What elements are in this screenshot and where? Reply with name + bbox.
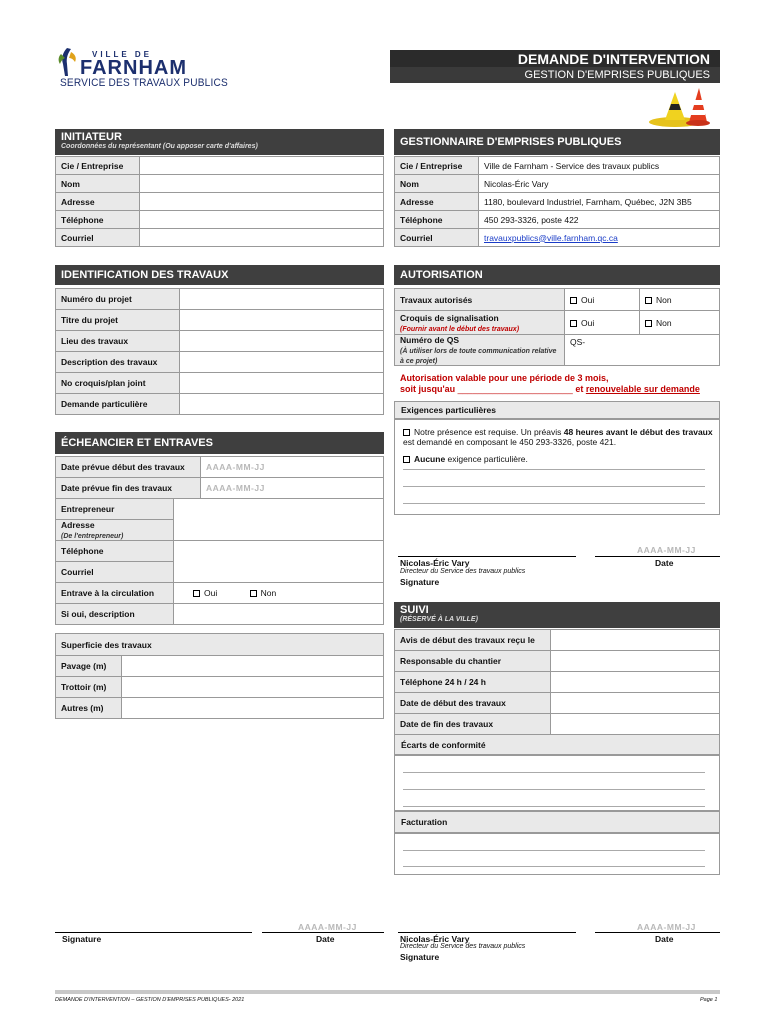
table-row [395, 693, 720, 714]
row-label: Adresse [395, 193, 479, 211]
table-row [56, 541, 384, 562]
logo-service-text: SERVICE DES TRAVAUX PUBLICS [60, 77, 228, 89]
suivi-subtitle: (RÉSERVÉ À LA VILLE) [400, 616, 478, 623]
presence-text-a: Notre présence est requise. Un préavis [414, 427, 562, 437]
row-label: Entrave à la circulation [56, 583, 174, 604]
checkbox-icon [250, 590, 257, 597]
facturation-box [394, 833, 720, 875]
aucune-text-b: exigence particulière. [447, 454, 528, 464]
row-label: Courriel [395, 229, 479, 247]
trottoir-field[interactable] [122, 677, 384, 698]
row-label: Titre du projet [56, 310, 180, 331]
ecarts-box [394, 755, 720, 811]
validity-line2b: et [575, 384, 584, 394]
ecarts-line[interactable] [403, 772, 705, 773]
row-label [395, 311, 565, 335]
row-label: Date de début des travaux [395, 693, 551, 714]
form-title: DEMANDE D'INTERVENTION [390, 50, 720, 69]
adresse-note: (De l'entrepreneur) [61, 533, 124, 540]
row-label [56, 520, 174, 541]
table-row [56, 229, 384, 247]
gestionnaire-date-field[interactable]: AAAA-MM-JJ [637, 922, 696, 932]
gestionnaire-title: GESTIONNAIRE D'EMPRISES PUBLIQUES [400, 136, 622, 148]
form-subtitle: GESTION D'EMPRISES PUBLIQUES [390, 67, 720, 83]
checkbox-icon [645, 297, 652, 304]
cie-field[interactable] [140, 157, 384, 175]
autorisation-date-field[interactable]: AAAA-MM-JJ [637, 545, 696, 555]
table-row [395, 672, 720, 693]
row-label: Autres (m) [56, 698, 122, 719]
ecarts-line[interactable] [403, 789, 705, 790]
initiateur-section-header [55, 129, 384, 155]
adresse-label: Adresse [61, 520, 95, 530]
table-row [56, 583, 384, 604]
entrepreneur-table [55, 498, 384, 625]
option-label: Oui [581, 317, 595, 328]
table-row [56, 394, 384, 415]
row-label: Téléphone [56, 211, 140, 229]
date-debut-field[interactable] [551, 693, 720, 714]
table-row [56, 373, 384, 394]
description-travaux-field[interactable] [180, 352, 384, 373]
gestionnaire-date-label: Date [655, 934, 674, 944]
table-row [395, 193, 720, 211]
row-label: Si oui, description [56, 604, 174, 625]
nom-field[interactable] [140, 175, 384, 193]
travaux-non-option[interactable] [639, 289, 719, 311]
courriel-field[interactable] [140, 229, 384, 247]
row-label: Date prévue début des travaux [56, 457, 201, 478]
autorisation-date-label: Date [655, 558, 674, 568]
identification-table [55, 288, 384, 415]
autres-field[interactable] [122, 698, 384, 719]
gestionnaire-section-header [394, 129, 720, 155]
entrepreneur-field[interactable] [174, 499, 384, 541]
adresse-field[interactable] [140, 193, 384, 211]
row-value: 1180, boulevard Industriel, Farnham, Québec, J2N 3B5 [479, 193, 720, 211]
date-placeholder: AAAA-MM-JJ [206, 483, 265, 493]
exigences-line[interactable] [403, 469, 705, 470]
row-label: Pavage (m) [56, 656, 122, 677]
initiateur-date-label: Date [316, 934, 335, 944]
table-row [395, 157, 720, 175]
autorisation-title: AUTORISATION [400, 269, 483, 281]
entrave-oui-option[interactable] [193, 588, 217, 598]
si-oui-description-field[interactable] [174, 604, 384, 625]
row-label: Nom [56, 175, 140, 193]
echeancier-section-header [55, 432, 384, 454]
echeancier-dates-table [55, 456, 384, 499]
row-label: Numéro du projet [56, 289, 180, 310]
date-placeholder: AAAA-MM-JJ [206, 462, 265, 472]
signature-line [55, 932, 252, 933]
aucune-text-a: Aucune [414, 454, 446, 464]
table-row [56, 193, 384, 211]
table-row [56, 677, 384, 698]
table-row [56, 457, 384, 478]
checkbox-icon [193, 590, 200, 597]
logo-farnham-text: FARNHAM [80, 57, 187, 79]
validity-line1: Autorisation valable pour une période de 3 mois, [400, 373, 609, 383]
croquis-field[interactable] [180, 373, 384, 394]
row-label: Courriel [56, 229, 140, 247]
option-label: Oui [204, 588, 218, 598]
logo-ville-text: VILLE DE [92, 50, 153, 59]
checkbox-icon [570, 320, 577, 327]
checkbox-icon [645, 320, 652, 327]
date-line [262, 932, 384, 933]
row-label: Date de fin des travaux [395, 714, 551, 735]
row-label: Trottoir (m) [56, 677, 122, 698]
aucune-option[interactable] [403, 454, 528, 464]
table-row [395, 211, 720, 229]
email-link[interactable]: travauxpublics@ville.farnham.qc.ca [484, 232, 618, 243]
exigences-line[interactable] [403, 486, 705, 487]
suivi-table [394, 629, 720, 735]
row-label: Téléphone [56, 541, 174, 562]
table-row [56, 331, 384, 352]
table-row [56, 157, 384, 175]
table-row [56, 698, 384, 719]
footer-doc-name: DEMANDE D'INTERVENTION – GESTION D'EMPRISES PUBLIQUES- 2021 [55, 997, 245, 1003]
gestionnaire-table [394, 156, 720, 247]
option-label: Non [655, 317, 672, 328]
pavage-field[interactable] [122, 656, 384, 677]
table-row [395, 229, 720, 247]
table-row [56, 352, 384, 373]
row-label: Travaux autorisés [395, 289, 565, 311]
table-row [56, 656, 384, 677]
row-label: Nom [395, 175, 479, 193]
row-label: Téléphone [395, 211, 479, 229]
fin-date-field[interactable] [201, 478, 384, 499]
option-label: Non [260, 588, 277, 598]
signature-line [398, 932, 576, 933]
debut-date-field[interactable] [201, 457, 384, 478]
checkbox-icon [403, 429, 410, 436]
exigences-line[interactable] [403, 503, 705, 504]
table-row [395, 289, 720, 311]
table-row [56, 289, 384, 310]
row-label: Adresse [56, 193, 140, 211]
telephone-field[interactable] [140, 211, 384, 229]
checkbox-icon [570, 297, 577, 304]
row-label: Entrepreneur [56, 499, 174, 520]
facturation-line[interactable] [403, 850, 705, 851]
option-label: Oui [581, 294, 595, 305]
table-row [56, 175, 384, 193]
initiateur-date-field[interactable]: AAAA-MM-JJ [298, 922, 357, 932]
row-label: Cie / Entreprise [56, 157, 140, 175]
table-row [56, 310, 384, 331]
table-row [56, 634, 384, 656]
ecarts-label: Écarts de conformité [394, 734, 720, 755]
croquis-non-option[interactable] [639, 311, 719, 335]
ecarts-line[interactable] [403, 806, 705, 807]
initiateur-signature-label: Signature [62, 934, 102, 944]
table-row [56, 478, 384, 499]
farnham-logo-icon [55, 46, 81, 78]
row-label: Demande particulière [56, 394, 180, 415]
validity-line2a: soit jusqu'au [400, 384, 456, 394]
qs-note: (À utiliser lors de toute communication relative à ce projet) [400, 348, 557, 365]
croquis-note: (Fournir avant le début des travaux) [400, 325, 520, 333]
date-line [595, 556, 720, 557]
identification-title: IDENTIFICATION DES TRAVAUX [61, 269, 229, 281]
table-row [56, 499, 384, 520]
telephone-24h-field[interactable] [551, 672, 720, 693]
entrave-non-option[interactable] [250, 588, 277, 598]
autorisation-table [394, 288, 720, 366]
table-row [56, 211, 384, 229]
autorisation-signer-name: Nicolas-Éric Vary [400, 558, 470, 568]
entrave-options [174, 583, 384, 604]
responsable-field[interactable] [551, 651, 720, 672]
travaux-oui-option[interactable] [565, 289, 640, 311]
qs-label: Numéro de QS [400, 335, 460, 345]
date-fin-field[interactable] [551, 714, 720, 735]
row-value: 450 293-3326, poste 422 [479, 211, 720, 229]
croquis-label: Croquis de signalisation [400, 312, 499, 323]
option-label: Non [655, 294, 672, 305]
table-row [395, 651, 720, 672]
presence-text-b: 48 heures avant le début des travaux [563, 427, 713, 437]
row-value: Nicolas-Éric Vary [479, 175, 720, 193]
row-label: Avis de début des travaux reçu le [395, 630, 551, 651]
signature-line [398, 556, 576, 557]
initiateur-table [55, 156, 384, 247]
bottom-signer-signature-label: Signature [400, 952, 440, 962]
identification-section-header [55, 265, 384, 285]
row-label: No croquis/plan joint [56, 373, 180, 394]
date-line [595, 932, 720, 933]
entrepreneur-contact-field[interactable] [174, 541, 384, 583]
row-label: Date prévue fin des travaux [56, 478, 201, 499]
demande-particuliere-field[interactable] [180, 394, 384, 415]
row-label: Superficie des travaux [56, 634, 384, 656]
row-label [395, 335, 565, 366]
row-value [479, 229, 720, 247]
checkbox-icon [403, 456, 410, 463]
presence-text-c: est demandé en composant le 450 293-3326, poste 421. [403, 437, 617, 447]
autorisation-signature-label: Signature [400, 577, 440, 587]
exigences-label: Exigences particulières [394, 401, 720, 419]
autorisation-section-header [394, 265, 720, 285]
table-row [395, 714, 720, 735]
table-row [395, 175, 720, 193]
facturation-label: Facturation [394, 811, 720, 833]
bottom-signer-title: Directeur du Service des travaux publics [400, 943, 526, 950]
qs-field[interactable]: QS- [565, 335, 720, 366]
validity-text [400, 373, 720, 395]
avis-debut-field[interactable] [551, 630, 720, 651]
initiateur-title: INITIATEUR [61, 131, 122, 143]
row-label: Courriel [56, 562, 174, 583]
suivi-title: SUIVI [400, 604, 429, 616]
initiateur-subtitle: Coordonnées du représentant (Ou apposer carte d'affaires) [61, 143, 258, 150]
facturation-line[interactable] [403, 866, 705, 867]
superficie-table [55, 633, 384, 719]
footer-divider [55, 990, 720, 994]
echeancier-title: ÉCHEANCIER ET ENTRAVES [61, 437, 213, 449]
bottom-signer-name: Nicolas-Éric Vary [400, 934, 470, 944]
lieu-travaux-field[interactable] [180, 331, 384, 352]
row-label: Téléphone 24 h / 24 h [395, 672, 551, 693]
titre-projet-field[interactable] [180, 310, 384, 331]
table-row [395, 311, 720, 335]
table-row [56, 604, 384, 625]
autorisation-signer-title: Directeur du Service des travaux publics [400, 568, 526, 575]
validity-renew: renouvelable sur demande [585, 384, 700, 394]
suivi-section-header [394, 602, 720, 628]
row-value: Ville de Farnham - Service des travaux publics [479, 157, 720, 175]
footer-page-number: Page 1 [700, 997, 718, 1003]
row-label: Responsable du chantier [395, 651, 551, 672]
row-label: Lieu des travaux [56, 331, 180, 352]
numero-projet-field[interactable] [180, 289, 384, 310]
table-row [395, 335, 720, 366]
presence-option[interactable] [403, 427, 715, 447]
table-row [395, 630, 720, 651]
validity-date-blank[interactable]: _______________________ [457, 384, 573, 394]
row-label: Cie / Entreprise [395, 157, 479, 175]
road-work-icon [645, 84, 715, 128]
row-label: Description des travaux [56, 352, 180, 373]
croquis-oui-option[interactable] [565, 311, 640, 335]
